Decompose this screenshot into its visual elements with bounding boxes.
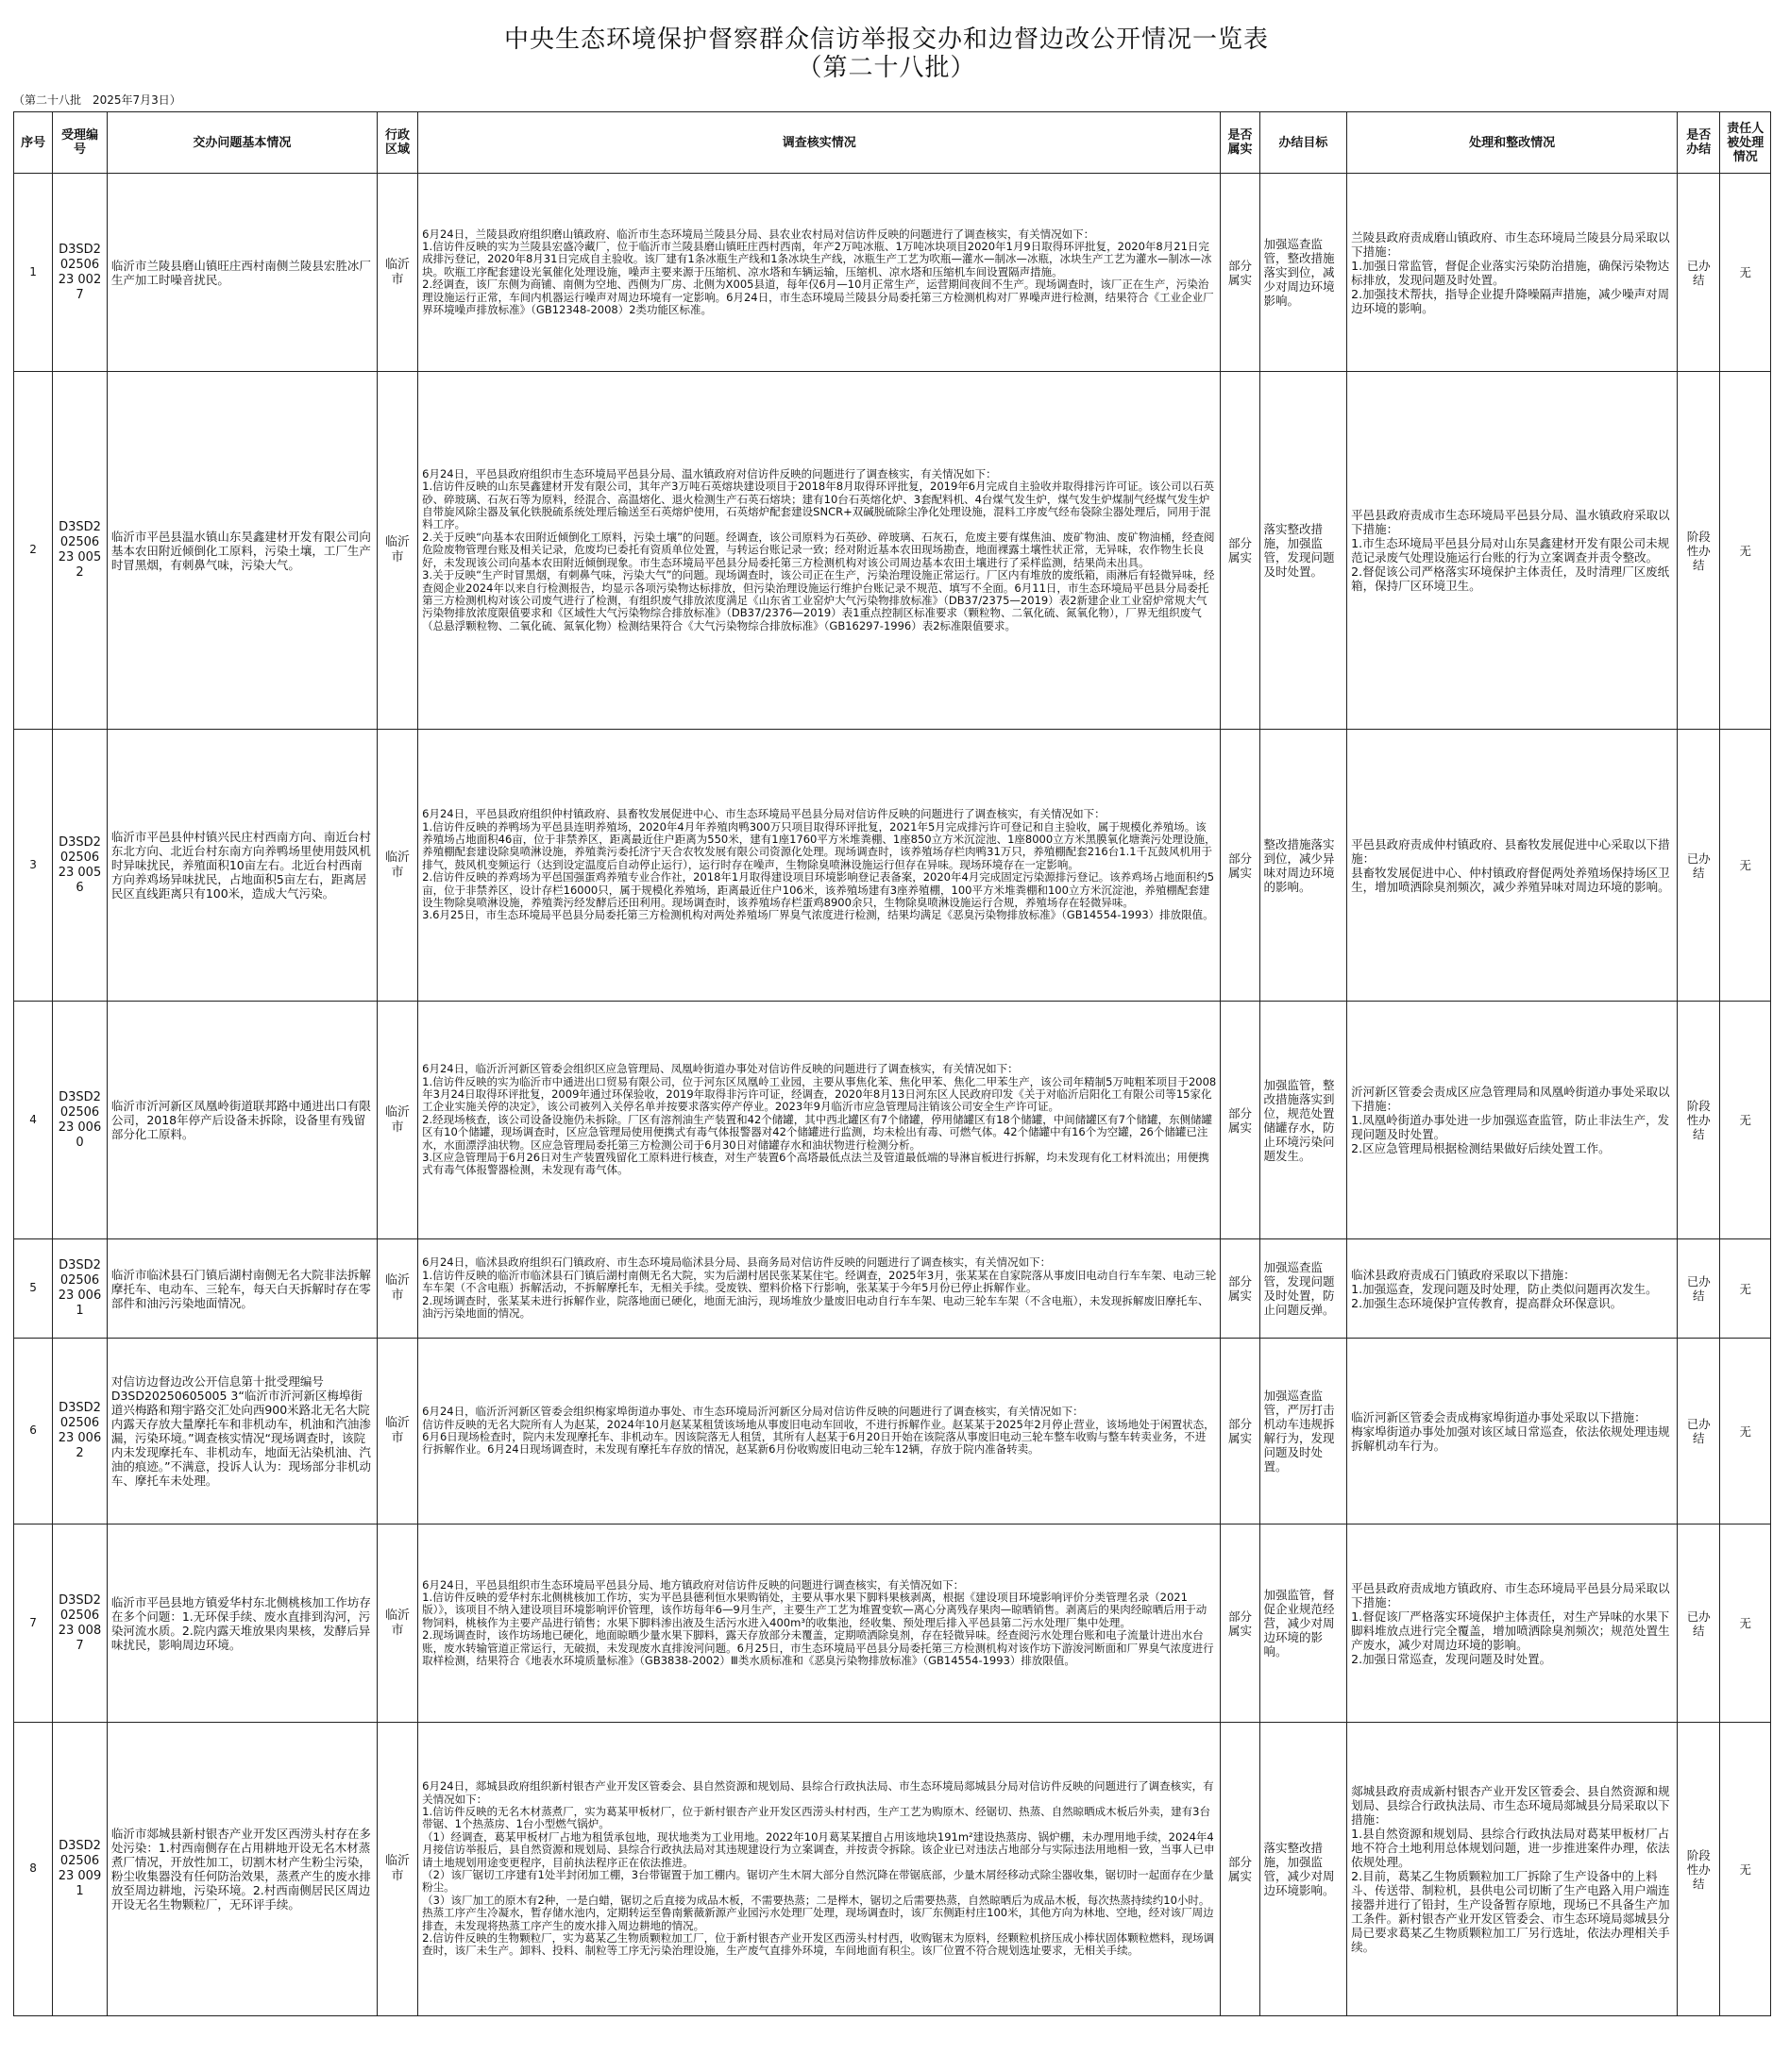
row-closed: 已办结	[1678, 1525, 1720, 1723]
row-goal: 整改措施落实到位，减少异味对周边环境的影响。	[1259, 730, 1347, 1002]
row-handling: 平邑县政府责成市生态环境局平邑县分局、温水镇政府采取以下措施： 1.市生态环境局平邑县分局对山东昊鑫建材开发有限公司未规范记录废气处理设施运行台账的行为立案调查并责令整改。 2.督促该公司严格落实环境保护主体责任，及时清理厂区废纸箱，保持厂区环境卫生。	[1347, 372, 1678, 730]
row-investigation: 6月24日，平邑县政府组织仲村镇政府、县畜牧发展促进中心、市生态环境局平邑县分局对信访件反映的问题进行了调查核实，有关情况如下： 1.信访件反映的养鸭场为平邑县连明养殖场，2020年4月年养殖肉鸭300万只项目取得环评批复，2021年5月完成排污许可登记和自主验收，属于规模化养殖场。该养殖场占地面积46亩，位于非禁养区，距离最近住户距离为550米，建有1座1760平方米堆粪棚、1座850立方米沉淀池、1座8000立方米黑膜氧化塘粪污处理设施，养殖棚配套建设除臭喷淋设施，养殖粪污委托济宁天合农牧发展有限公司资源化处理。现场调查时，该养殖场存栏肉鸭31万只，养殖棚配套216台1.1千瓦鼓风机用于排气，鼓风机变频运行（达到设定温度后自动停止运行），运行时存在噪声，生物除臭喷淋设施运行但存在异味。现场环境存在一定影响。 2.信访件反映的养鸡场为平邑国强蛋鸡养殖专业合作社，2018年1月取得建设项目环境影响登记表备案，2020年4月完成固定污染源排污登记。该养鸡场占地面积约5亩，位于非禁养区，设计存栏16000只，属于规模化养殖场，距离最近住户106米，该养殖场建有3座养殖棚，100平方米堆粪棚和100立方米沉淀池，养殖棚配套建设生物除臭喷淋设施，养殖粪污经发酵后还田利用。现场调查时，该养殖场存栏蛋鸡8900余只，生物除臭喷淋设施运行合规，养殖场存在轻微异味。 3.6月25日，市生态环境局平邑县分局委托第三方检测机构对两处养殖场厂界臭气浓度进行检测，结果均满足《恶臭污染物排放标准》（GB14554-1993）排放限值。	[418, 730, 1221, 1002]
row-verified: 部分属实	[1221, 1002, 1259, 1239]
document-subtitle: （第二十八批）	[797, 54, 976, 82]
row-problem: 临沂市沂河新区凤凰岭街道联邦路中通进出口有限公司，2018年停产后设备未拆除，设备里有残留部分化工原料。	[107, 1002, 377, 1239]
row-no: 5	[14, 1239, 53, 1339]
table-row	[14, 1723, 1771, 2016]
row-code: D3SD20250623 0087	[53, 1525, 108, 1723]
row-code: D3SD20250623 0060	[53, 1002, 108, 1239]
row-no: 1	[14, 174, 53, 372]
row-code: D3SD20250623 0052	[53, 372, 108, 730]
row-code: D3SD20250623 0027	[53, 174, 108, 372]
row-handling: 平邑县政府责成地方镇政府、市生态环境局平邑县分局采取以下措施： 1.督促该厂严格落实环境保护主体责任，对生产异味的水果下脚料堆放点进行完全覆盖，增加喷洒除臭剂频次；规范处置生产废水，减少对周边环境的影响。 2.加强日常巡查，发现问题及时处置。	[1347, 1525, 1678, 1723]
table-row	[14, 372, 1771, 730]
table-row	[14, 1339, 1771, 1525]
row-investigation: 6月24日，临沂沂河新区管委会组织区应急管理局、凤凰岭街道办事处对信访件反映的问题进行了调查核实，有关情况如下： 1.信访件反映的实为临沂市中通进出口贸易有限公司，位于河东区凤凰岭工业园，主要从事焦化苯、焦化甲苯、焦化二甲苯生产，该公司年精制5万吨粗苯项目于2008年3月24日取得环评批复，2009年通过环保验收，2019年取得非污许可证，经调查，2020年8月13日河东区人民政府印发《关于对临沂启阳化工有限公司等15家化工企业实施关停的决定》，该公司被列入关停名单并按要求落实停产停业。2023年9月临沂市应急管理局注销该公司安全生产许可证。 2.经现场核查，该公司设备设施仍未拆除。厂区有溶剂油生产装置和42个储罐，其中西北罐区有7个储罐，停用储罐区有18个储罐，中间储罐区有7个储罐，东侧储罐区有10个储罐，现场调查时，区应急管理局使用便携式有毒气体报警器对42个储罐进行监测，均未检出有毒、可燃气体。42个储罐中有16个为空罐，26个储罐已注水，水面漂浮油状物。区应急管理局委托第三方检测公司于6月30日对储罐存水和油状物进行检测分析。 3.区应急管理局于6月26日对生产装置残留化工原料进行核查，对生产装置6个高塔最低点法兰及管道最低端的导淋盲板进行拆解，均未发现有化工材料流出；用便携式有毒气体报警器检测，未发现有毒气体。	[418, 1002, 1221, 1239]
table-row	[14, 730, 1771, 1002]
row-punished: 无	[1720, 1525, 1771, 1723]
row-problem: 临沂市临沭县石门镇后湖村南侧无名大院非法拆解摩托车、电动车、三轮车，每天白天拆解时存在零部件和油污污染地面情况。	[107, 1239, 377, 1339]
row-code: D3SD20250623 0061	[53, 1239, 108, 1339]
row-problem: 对信访边督边改公开信息第十批受理编号D3SD20250605005 3“临沂市沂河新区梅埠街道兴梅路和翔宇路交汇处向西900米路北无名大院内露天存放大量摩托车和非机动车，机油和汽油渗漏，污染环境。”调查核实情况“现场调查时，该院内未发现摩托车、非机动车，地面无沾染机油、汽油的痕迹。”不满意，投诉人认为：现场部分非机动车、摩托车未处理。	[107, 1339, 377, 1525]
row-verified: 部分属实	[1221, 372, 1259, 730]
row-closed: 阶段性办结	[1678, 1002, 1720, 1239]
row-goal: 落实整改措施，加强监管，减少对周边环境影响。	[1259, 1723, 1347, 2016]
row-investigation: 6月24日，兰陵县政府组织磨山镇政府、临沂市生态环境局兰陵县分局、县农业农村局对信访件反映的问题进行了调查核实，有关情况如下： 1.信访件反映的实为兰陵县宏盛冷藏厂，位于临沂市兰陵县磨山镇旺庄西村西南，年产2万吨冰瓶、1万吨冰块项目2020年1月9日取得环评批复，2020年8月21日完成排污登记，2020年8月31日完成自主验收。该厂建有1条冰瓶生产线和1条冰块生产线，冰瓶生产工艺为吹瓶—灌水—制冰—冰瓶，冰块生产工艺为灌水—制冰—冰块。吹瓶工序配套建设光氧催化处理设施，噪声主要来源于压缩机、凉水塔和车辆运输，压缩机、凉水塔和压缩机车间设置隔声措施。 2.经调查，该厂东侧为商铺、南侧为空地、西侧为厂房、北侧为X005县道，每年仅6月—10月正常生产，运营期间夜间不生产。现场调查时，该厂正在生产，污染治理设施运行正常，车间内机器运行噪声对周边环境有一定影响。6月24日，市生态环境局兰陵县分局委托第三方检测机构对厂界噪声进行检测，结果符合《工业企业厂界环境噪声排放标准》（GB12348-2008）2类功能区标准。	[418, 174, 1221, 372]
row-no: 2	[14, 372, 53, 730]
row-punished: 无	[1720, 1723, 1771, 2016]
row-punished: 无	[1720, 372, 1771, 730]
row-area: 临沂市	[377, 1525, 417, 1723]
table-row	[14, 1239, 1771, 1339]
row-punished: 无	[1720, 1239, 1771, 1339]
row-goal: 落实整改措施，加强监管，发现问题及时处置。	[1259, 372, 1347, 730]
row-verified: 部分属实	[1221, 1723, 1259, 2016]
header-problem: 交办问题基本情况	[107, 112, 377, 174]
row-closed: 已办结	[1678, 1339, 1720, 1525]
row-verified: 部分属实	[1221, 174, 1259, 372]
row-verified: 部分属实	[1221, 1525, 1259, 1723]
row-goal: 加强监管，督促企业规范经营，减少对周边环境的影响。	[1259, 1525, 1347, 1723]
row-code: D3SD20250623 0091	[53, 1723, 108, 2016]
row-area: 临沂市	[377, 1002, 417, 1239]
row-verified: 部分属实	[1221, 1339, 1259, 1525]
table-header-row	[14, 112, 1771, 174]
row-handling: 临沭县政府责成石门镇政府采取以下措施： 1.加强巡查，发现问题及时处理，防止类似问题再次发生。 2.加强生态环境保护宣传教育，提高群众环保意识。	[1347, 1239, 1678, 1339]
row-no: 4	[14, 1002, 53, 1239]
report-table	[13, 111, 1771, 2016]
row-handling: 兰陵县政府责成磨山镇政府、市生态环境局兰陵县分局采取以下措施： 1.加强日常监管，督促企业落实污染防治措施，确保污染物达标排放，发现问题及时处置。 2.加强技术帮扶，指导企业提升降噪隔声措施，减少噪声对周边环境的影响。	[1347, 174, 1678, 372]
row-problem: 临沂市兰陵县磨山镇旺庄西村南侧兰陵县宏胜冰厂生产加工时噪音扰民。	[107, 174, 377, 372]
row-goal: 加强巡查监管，整改措施落实到位，减少对周边环境影响。	[1259, 174, 1347, 372]
document-title: 中央生态环境保护督察群众信访举报交办和边督边改公开情况一览表	[503, 25, 1269, 54]
row-handling: 临沂河新区管委会责成梅家埠街道办事处采取以下措施： 梅家埠街道办事处加强对该区域日常巡查，依法依规处理违规拆解机动车行为。	[1347, 1339, 1678, 1525]
row-no: 3	[14, 730, 53, 1002]
row-problem: 临沂市郯城县新村银杏产业开发区西涝头村存在多处污染：1.村西南侧存在占用耕地开设无名木材蒸煮厂情况，开放性加工，切割木材产生粉尘污染，粉尘收集器没有任何防治效果，蒸煮产生的废水排放至周边耕地，污染环境。2.村西南侧居民区周边开设无名生物颗粒厂，无环评手续。	[107, 1723, 377, 2016]
row-punished: 无	[1720, 174, 1771, 372]
header-area: 行政区域	[377, 112, 417, 174]
row-closed: 已办结	[1678, 174, 1720, 372]
row-closed: 阶段性办结	[1678, 372, 1720, 730]
row-area: 临沂市	[377, 1339, 417, 1525]
table-row	[14, 1525, 1771, 1723]
row-investigation: 6月24日，平邑县政府组织市生态环境局平邑县分局、温水镇政府对信访件反映的问题进行了调查核实，有关情况如下： 1.信访件反映的山东昊鑫建材开发有限公司，其年产3万吨石英熔块建设项目于2018年8月取得环评批复，2019年6月完成自主验收并取得排污许可证。该公司以石英砂、碎玻璃、石灰石等为原料，经混合、高温熔化、退火检测生产石英石熔块；建有10台石英熔化炉、3套配料机、4台煤气发生炉，煤气发生炉煤制气经煤气发生炉自带旋风除尘器及氧化铁脱硫系统处理后输送至石英熔炉使用，石英熔炉配套建设SNCR+双碱脱硫除尘净化处理设施，混料工序废气经布袋除尘器处理后，同用于混料工序。 2.关于反映“向基本农田附近倾倒化工原料，污染土壤”的问题。经调查，该公司原料为石英砂、碎玻璃、石灰石，危废主要有煤焦油、废矿物油、废矿物油桶，经查阅危险废物管理台账及相关记录，危废均已委托有资质单位处置，与转运台账记录一致；经对附近基本农田现场勘查，地面裸露土壤性状正常，无异味，农作物生长良好，未发现该公司向基本农田附近倾倒现象。市生态环境局平邑县分局委托第三方检测机构对该公司周边基本农田土壤进行了采样监测，结果尚未出具。 3.关于反映“生产时冒黑烟，有刺鼻气味，污染大气”的问题。现场调查时，该公司正在生产，污染治理设施正常运行。厂区内有堆放的废纸箱，雨淋后有轻微异味，经查阅企业2024年以来自行检测报告，均显示各项污染物达标排放，但污染治理设施运行维护台账记录不规范、填写不全面。6月11日，市生态环境局平邑县分局委托第三方检测机构对该公司废气进行了检测，有组织废气排放浓度满足《山东省工业窑炉大气污染物排放标准》（DB37/2375—2019）表2新建企业工业窑炉常规大气污染物排放浓度限值要求和《区域性大气污染物综合排放标准》（DB37/2376—2019）表1重点控制区标准要求（颗粒物、二氧化硫、氮氧化物），厂界无组织废气（总悬浮颗粒物、二氧化硫、氮氧化物）检测结果符合《大气污染物综合排放标准》（GB16297-1996）表2标准限值要求。	[418, 372, 1221, 730]
header-punished: 责任人被处理情况	[1720, 112, 1771, 174]
row-verified: 部分属实	[1221, 730, 1259, 1002]
header-code: 受理编号	[53, 112, 108, 174]
row-area: 临沂市	[377, 1723, 417, 2016]
row-no: 6	[14, 1339, 53, 1525]
row-code: D3SD20250623 0062	[53, 1339, 108, 1525]
row-investigation: 6月24日，临沂沂河新区管委会组织梅家埠街道办事处、市生态环境局沂河新区分局对信访件反映的问题进行了调查核实，有关情况如下： 信访件反映的无名大院所有人为赵某，2024年10月赵某某租赁该场地从事废旧电动车回收，不进行拆解作业。赵某某于2025年2月停止营业，该场地处于闲置状态，6月6日现场检查时，院内未发现摩托车、非机动车。因该院落无人租赁，其所有人赵某于6月20日开始在该院落从事废旧电动三轮车整车收购与整车转卖业务，不进行拆解作业。6月24日现场调查时，未发现有摩托车存放的情况，赵某新6月份收购废旧电动三轮车12辆，存放于院内准备转卖。	[418, 1339, 1221, 1525]
row-verified: 部分属实	[1221, 1239, 1259, 1339]
row-area: 临沂市	[377, 730, 417, 1002]
row-code: D3SD20250623 0056	[53, 730, 108, 1002]
row-goal: 加强巡查监管，发现问题及时处置，防止问题反弹。	[1259, 1239, 1347, 1339]
row-area: 临沂市	[377, 372, 417, 730]
row-goal: 加强监管，整改措施落实到位，规范处置储罐存水，防止环境污染问题发生。	[1259, 1002, 1347, 1239]
row-investigation: 6月24日，平邑县组织市生态环境局平邑县分局、地方镇政府对信访件反映的问题进行调查核实，有关情况如下： 1.信访件反映的爱华村东北侧桃核加工作坊，实为平邑县德利恒水果购销处，主要从事水果下脚料果核剥离，根据《建设项目环境影响评价分类管理名录（2021版）》，该项目不纳入建设项目环境影响评价管理，该作坊每年6—9月生产，主要生产工艺为堆置变软—离心分离残存果肉—晾晒销售。剥离后的果肉经晾晒后用于动物饲料，桃核作为主要产品进行销售；水果下脚料渗出液及生活污水进入400m³的收集池，经收集、预处理后排入平邑县第二污水处理厂集中处理。 2.现场调查时，该作坊场地已硬化，地面晾晒少量水果下脚料，露天存放部分未覆盖，定期喷洒除臭剂，存在轻微异味。经查阅污水处理台账和电子流量计进出水台账，废水转输管道正常运行，无破损，未发现废水直排浚河问题。6月25日，市生态环境局平邑县分局委托第三方检测机构对该作坊下游浚河断面和厂界臭气浓度进行取样检测，结果符合《地表水环境质量标准》（GB3838-2002）Ⅲ类水质标准和《恶臭污染物排放标准》（GB14554-1993）排放限值。	[418, 1525, 1221, 1723]
row-handling: 沂河新区管委会责成区应急管理局和凤凰岭街道办事处采取以下措施： 1.凤凰岭街道办事处进一步加强巡查监管，防止非法生产，发现问题及时处置。 2.区应急管理局根据检测结果做好后续处置工作。	[1347, 1002, 1678, 1239]
row-area: 临沂市	[377, 1239, 417, 1339]
row-handling: 郯城县政府责成新村银杏产业开发区管委会、县自然资源和规划局、县综合行政执法局、市生态环境局郯城县分局采取以下措施： 1.县自然资源和规划局、县综合行政执法局对葛某甲板材厂占地不符合土地利用总体规划问题，进一步推进案件办理，依法依规处理。 2.目前，葛某乙生物质颗粒加工厂拆除了生产设备中的上料斗、传送带、制粒机，县供电公司切断了生产电路入用户端连接器并进行了铅封，生产设备暂存原地，现场已不具备生产加工条件。新村银杏产业开发区管委会、市生态环境局郯城县分局已要求葛某乙生物质颗粒加工厂另行选址，依法办理相关手续。	[1347, 1723, 1678, 2016]
header-verified: 是否属实	[1221, 112, 1259, 174]
row-no: 8	[14, 1723, 53, 2016]
row-problem: 临沂市平邑县地方镇爱华村东北侧桃核加工作坊存在多个问题：1.无环保手续、废水直排到沟河，污染河流水质。2.院内露天堆放果肉果核，发酵后异味扰民，影响周边环境。	[107, 1525, 377, 1723]
row-investigation: 6月24日，临沭县政府组织石门镇政府、市生态环境局临沭县分局、县商务局对信访件反映的问题进行了调查核实，有关情况如下： 1.信访件反映的临沂市临沭县石门镇后湖村南侧无名大院，实为后湖村居民张某某住宅。经调查，2025年3月，张某某在自家院落从事废旧电动自行车车架、电动三轮车车架（不含电瓶）拆解活动，不拆解摩托车，无相关手续。受废铁、塑料价格下行影响，张某某于今年5月份已停止拆解作业。 2.现场调查时，张某某未进行拆解作业，院落地面已硬化，地面无油污，现场堆放少量废旧电动自行车车架、电动三轮车车架（不含电瓶），未发现拆解废旧摩托车、油污污染地面的情况。	[418, 1239, 1221, 1339]
header-handling: 处理和整改情况	[1347, 112, 1678, 174]
table-row	[14, 1002, 1771, 1239]
row-punished: 无	[1720, 1002, 1771, 1239]
header-investigation: 调查核实情况	[418, 112, 1221, 174]
row-no: 7	[14, 1525, 53, 1723]
table-row	[14, 174, 1771, 372]
row-area: 临沂市	[377, 174, 417, 372]
row-closed: 阶段性办结	[1678, 1723, 1720, 2016]
row-punished: 无	[1720, 730, 1771, 1002]
header-closed: 是否办结	[1678, 112, 1720, 174]
batch-date: （第二十八批 2025年7月3日）	[13, 93, 181, 107]
row-closed: 已办结	[1678, 1239, 1720, 1339]
row-handling: 平邑县政府责成仲村镇政府、县畜牧发展促进中心采取以下措施： 县畜牧发展促进中心、仲村镇政府督促两处养殖场保持场区卫生，增加喷洒除臭剂频次，减少养殖异味对周边环境的影响。	[1347, 730, 1678, 1002]
row-problem: 临沂市平邑县仲村镇兴民庄村西南方向、南近台村东北方向、北近台村东南方向养鸭场里使用鼓风机时异味扰民，养殖面积10亩左右。北近台村西南方向养鸡场异味扰民，占地面积5亩左右，距离居民区直线距离只有100米，造成大气污染。	[107, 730, 377, 1002]
header-no: 序号	[14, 112, 53, 174]
row-problem: 临沂市平邑县温水镇山东昊鑫建材开发有限公司向基本农田附近倾倒化工原料，污染土壤，工厂生产时冒黑烟，有刺鼻气味，污染大气。	[107, 372, 377, 730]
row-punished: 无	[1720, 1339, 1771, 1525]
row-closed: 已办结	[1678, 730, 1720, 1002]
row-goal: 加强巡查监管，严厉打击机动车违规拆解行为，发现问题及时处置。	[1259, 1339, 1347, 1525]
row-investigation: 6月24日，郯城县政府组织新村银杏产业开发区管委会、县自然资源和规划局、县综合行政执法局、市生态环境局郯城县分局对信访件反映的问题进行了调查核实，有关情况如下： 1.信访件反映的无名木材蒸煮厂，实为葛某甲板材厂，位于新村银杏产业开发区西涝头村村西，生产工艺为购原木、经锯切、热蒸、自然晾晒成木板后外卖，建有3台带锯、1个热蒸房、1台小型燃气锅炉。 （1）经调查，葛某甲板材厂占地为租赁承包地，现状地类为工业用地。2022年10月葛某某擅自占用该地块191m²建设热蒸房、锅炉棚，未办理用地手续，2024年4月接信访举报后，县自然资源和规划局、县综合行政执法局对其违规建设行为立案调查，并按责令拆除。该企业已对违法占地部分与实际违法用地相一致，当事人已申请土地规划用途变更程序，目前执法程序正在依法推进。 （2）该厂锯切工序建有1处半封闭加工棚，3台带锯置于加工棚内。锯切产生木屑大部分自然沉降在带锯底部，少量木屑经移动式除尘器收集，锯切时一起面存在少量粉尘。 （3）该厂加工的原木有2种，一是白蜡，锯切之后直接为成品木板，不需要热蒸；二是榉木，锯切之后需要热蒸，自然晾晒后为成品木板，每次热蒸持续约10小时。热蒸工序产生冷凝水，暂存储水池内，定期转运至鲁南紫薇新源产业园污水处理厂处理，现场调查时，该厂东侧距村庄100米，其他方向为林地、空地，经对该厂周边排查，未发现将热蒸工序产生的废水排入周边耕地的情况。 2.信访件反映的生物颗粒厂，实为葛某乙生物质颗粒加工厂，位于新村银杏产业开发区西涝头村村西，收购锯末为原料，经颗粒机挤压成小棒状固体颗粒燃料，现场调查时，该厂未生产。卸料、投料、制粒等工序无污染治理设施，生产废气直排外环境，车间地面有积尘。该厂位置不符合规划选址要求，无相关手续。	[418, 1723, 1221, 2016]
header-goal: 办结目标	[1259, 112, 1347, 174]
